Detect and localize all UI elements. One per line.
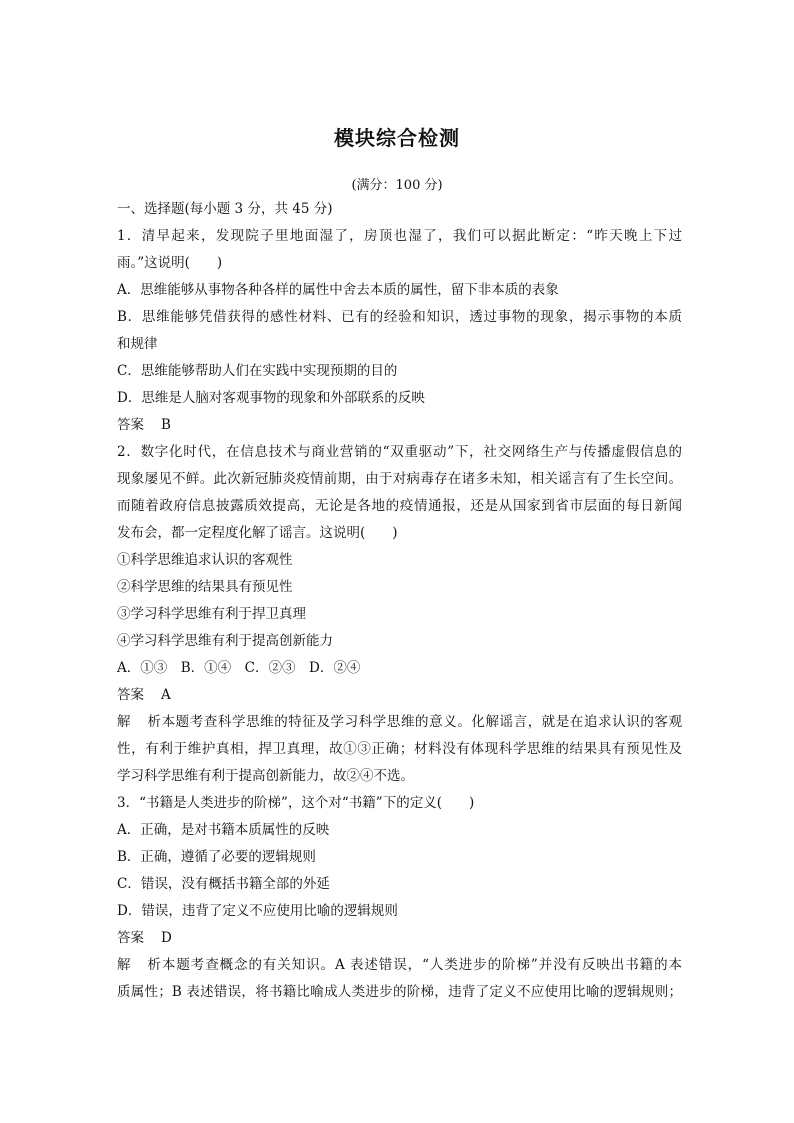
q2-statement-1: ①科学思维追求认识的客观性: [117, 552, 293, 568]
q3-option-a: A．正确，是对书籍本质属性的反映: [117, 822, 330, 838]
answer-label: 答案: [117, 417, 144, 433]
q2-statement-2: ②科学思维的结果具有预见性: [117, 579, 293, 595]
q2-statement-4: ④学习科学思维有利于提高创新能力: [117, 633, 333, 649]
q1-option-d: D．思维是人脑对客观事物的现象和外部联系的反映: [117, 390, 425, 406]
q3-answer-value: D: [161, 930, 172, 946]
q3-analysis-line-2: 质属性；B 表述错误，将书籍比喻成人类进步的阶梯，违背了定义不应使用比喻的逻辑规则；: [117, 984, 682, 1000]
answer-label: 答案: [117, 687, 144, 703]
q3-analysis-text-1: 本题考查概念的有关知识。A 表述错误，“人类进步的阶梯”并没有反映出书籍的本: [161, 957, 682, 973]
q1-option-a: A．思维能够从事物各种各样的属性中舍去本质的属性，留下非本质的表象: [117, 282, 559, 298]
q1-option-c: C．思维能够帮助人们在实践中实现预期的目的: [117, 363, 398, 379]
q1-answer: [117, 416, 682, 434]
score-note: (满分：100 分): [351, 178, 443, 193]
page-title: 模块综合检测: [334, 126, 460, 150]
q3-analysis-line-1: [117, 956, 682, 974]
q3-option-d: D．错误，违背了定义不应使用比喻的逻辑规则: [117, 903, 398, 919]
q2-answer: [117, 686, 682, 704]
answer-label: 答案: [117, 930, 144, 946]
q2-stem-line-1: 2．数字化时代，在信息技术与商业营销的“双重驱动”下，社交网络生产与传播虚假信息的: [117, 444, 682, 460]
q3-stem: 3．“书籍是人类进步的阶梯”，这个对“书籍”下的定义( ): [117, 795, 475, 811]
q2-analysis-line-2: 性，有利于维护真相，捍卫真理，故①③正确；材料没有体现科学思维的结果具有预见性及: [117, 741, 682, 757]
q3-option-c: C．错误，没有概括书籍全部的外延: [117, 876, 330, 892]
q2-analysis-text-1: 本题考查科学思维的特征及学习科学思维的意义。化解谣言，就是在追求认识的客观: [161, 714, 682, 730]
q2-analysis-line-1: [117, 713, 682, 731]
q1-option-b-line-2: 和规律: [117, 336, 158, 352]
q2-analysis-line-3: 学习科学思维有利于提高创新能力，故②④不选。: [117, 768, 414, 784]
q1-stem-line-1: 1．清早起来，发现院子里地面湿了，房顶也湿了，我们可以据此断定：“昨天晚上下过: [117, 228, 682, 244]
q2-stem-line-4: 发布会，都一定程度化解了谣言。这说明( ): [117, 525, 398, 541]
q3-option-b: B．正确，遵循了必要的逻辑规则: [117, 849, 316, 865]
q1-option-b-line-1: B．思维能够凭借获得的感性材料、已有的经验和知识，透过事物的现象，揭示事物的本质: [117, 309, 682, 325]
q2-choices: A．①③ B．①④ C．②③ D．②④: [117, 660, 361, 676]
analysis-label: 解析: [117, 957, 161, 973]
q2-answer-value: A: [161, 687, 171, 703]
q1-answer-value: B: [161, 417, 171, 433]
q1-stem-line-2: 雨。”这说明( ): [117, 255, 223, 271]
analysis-label: 解析: [117, 714, 161, 730]
q2-stem-line-3: 而随着政府信息披露质效提高，无论是各地的疫情通报，还是从国家到省市层面的每日新闻: [117, 498, 682, 514]
section-heading: 一、选择题(每小题 3 分，共 45 分): [117, 201, 333, 217]
q2-stem-line-2: 现象屡见不鲜。此次新冠肺炎疫情前期，由于对病毒存在诸多未知，相关谣言有了生长空间。: [117, 471, 682, 487]
q2-statement-3: ③学习科学思维有利于捍卫真理: [117, 606, 306, 622]
q3-answer: [117, 929, 682, 947]
